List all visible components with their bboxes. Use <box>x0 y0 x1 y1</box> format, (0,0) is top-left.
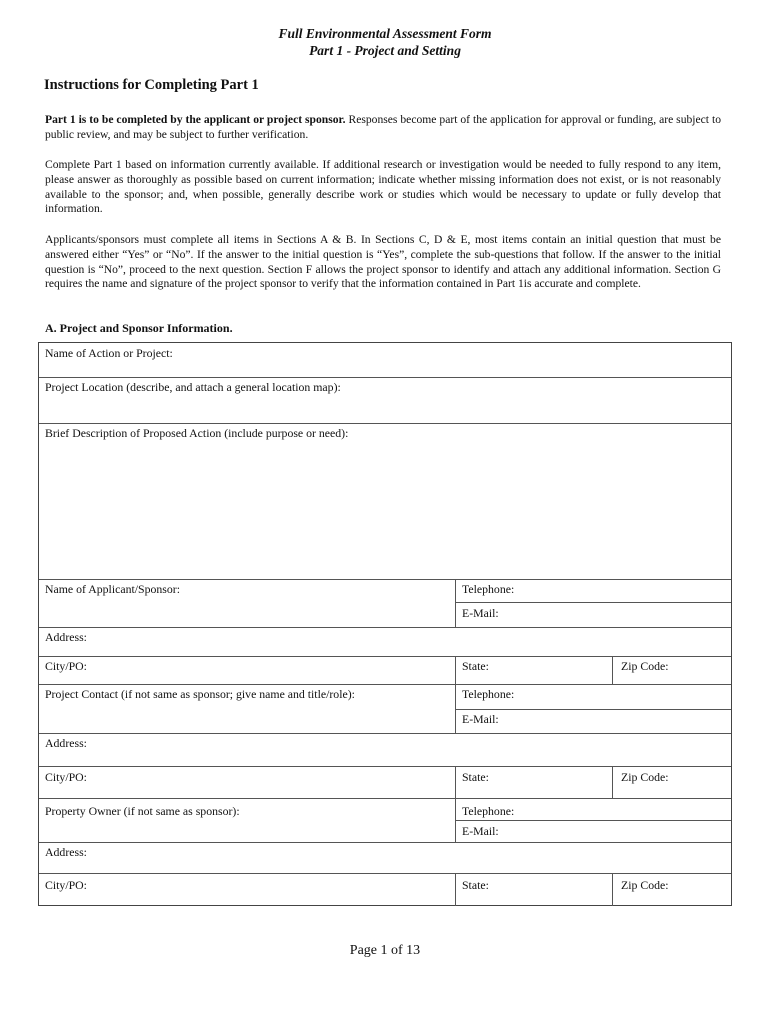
owner-city-field[interactable]: City/PO: <box>45 878 87 892</box>
applicant-state-field[interactable]: State: <box>462 659 489 673</box>
row-divider <box>39 684 731 685</box>
applicant-city-field[interactable]: City/PO: <box>45 659 87 673</box>
owner-telephone-field[interactable]: Telephone: <box>462 804 515 818</box>
owner-zip-field[interactable]: Zip Code: <box>621 878 669 892</box>
row-divider <box>39 423 731 424</box>
contact-telephone-field[interactable]: Telephone: <box>462 687 515 701</box>
contact-address-field[interactable]: Address: <box>45 736 87 750</box>
applicant-name-field[interactable]: Name of Applicant/Sponsor: <box>45 582 180 596</box>
owner-address-field[interactable]: Address: <box>45 845 87 859</box>
contact-city-field[interactable]: City/PO: <box>45 770 87 784</box>
contact-state-field[interactable]: State: <box>462 770 489 784</box>
column-divider <box>612 656 613 684</box>
column-divider <box>455 766 456 798</box>
column-divider <box>455 684 456 733</box>
form-subtitle: Part 1 - Project and Setting <box>309 43 461 58</box>
instructions-paragraph-3: Applicants/sponsors must complete all items in Sections A & B. In Sections C, D & E, most items contain an initial question that must be answered either “Yes” or “No”. If the answer to the initial question is “Yes”, complete the sub-questions that follow. If the answer to the initial question is “No”, proceed to the next question. Section F allows the project sponsor to identify and attach any additional information. Section G requires the name and signature of the project sponsor to verify that the information contained in Part 1is accurate and complete. <box>45 233 721 291</box>
owner-email-field[interactable]: E-Mail: <box>462 824 499 838</box>
row-divider <box>456 820 731 821</box>
row-divider <box>39 873 731 874</box>
page-number: Page 1 of 13 <box>349 943 421 958</box>
row-divider <box>39 842 731 843</box>
column-divider <box>455 798 456 842</box>
instructions-paragraph-1 <box>45 113 721 143</box>
brief-description-field[interactable]: Brief Description of Proposed Action (include purpose or need): <box>45 426 349 440</box>
row-divider <box>39 627 731 628</box>
instructions-p1-rest: Responses become part of the application for approval or funding, are subject to public review, and may be subject to further verification. <box>45 113 721 141</box>
applicant-email-field[interactable]: E-Mail: <box>462 606 499 620</box>
applicant-address-field[interactable]: Address: <box>45 630 87 644</box>
project-location-field[interactable]: Project Location (describe, and attach a general location map): <box>45 380 341 394</box>
contact-name-field[interactable]: Project Contact (if not same as sponsor; give name and title/role): <box>45 687 355 701</box>
section-a-heading: A. Project and Sponsor Information. <box>45 321 233 335</box>
row-divider <box>39 733 731 734</box>
column-divider <box>455 656 456 684</box>
project-sponsor-form <box>38 342 732 906</box>
row-divider <box>39 766 731 767</box>
row-divider <box>456 602 731 603</box>
instructions-heading: Instructions for Completing Part 1 <box>44 77 259 93</box>
form-title: Full Environmental Assessment Form <box>278 26 492 41</box>
row-divider <box>39 798 731 799</box>
applicant-telephone-field[interactable]: Telephone: <box>462 582 515 596</box>
instructions-paragraph-2: Complete Part 1 based on information currently available. If additional research or investigation would be needed to fully respond to any item, please answer as thoroughly as possible based on current information; indicate whether missing information does not exist, or is not reasonably available to the sponsor; and, when possible, generally describe work or studies which would be necessary to update or fully develop that information. <box>45 158 721 216</box>
name-of-action-field[interactable]: Name of Action or Project: <box>45 346 173 360</box>
instructions-p1-bold: Part 1 is to be completed by the applicant or project sponsor. <box>45 113 346 126</box>
column-divider <box>455 873 456 906</box>
owner-state-field[interactable]: State: <box>462 878 489 892</box>
row-divider <box>39 579 731 580</box>
applicant-zip-field[interactable]: Zip Code: <box>621 659 669 673</box>
row-divider <box>39 377 731 378</box>
owner-name-field[interactable]: Property Owner (if not same as sponsor): <box>45 804 240 818</box>
row-divider <box>456 709 731 710</box>
column-divider <box>455 579 456 627</box>
contact-zip-field[interactable]: Zip Code: <box>621 770 669 784</box>
column-divider <box>612 766 613 798</box>
column-divider <box>612 873 613 906</box>
row-divider <box>39 656 731 657</box>
contact-email-field[interactable]: E-Mail: <box>462 712 499 726</box>
